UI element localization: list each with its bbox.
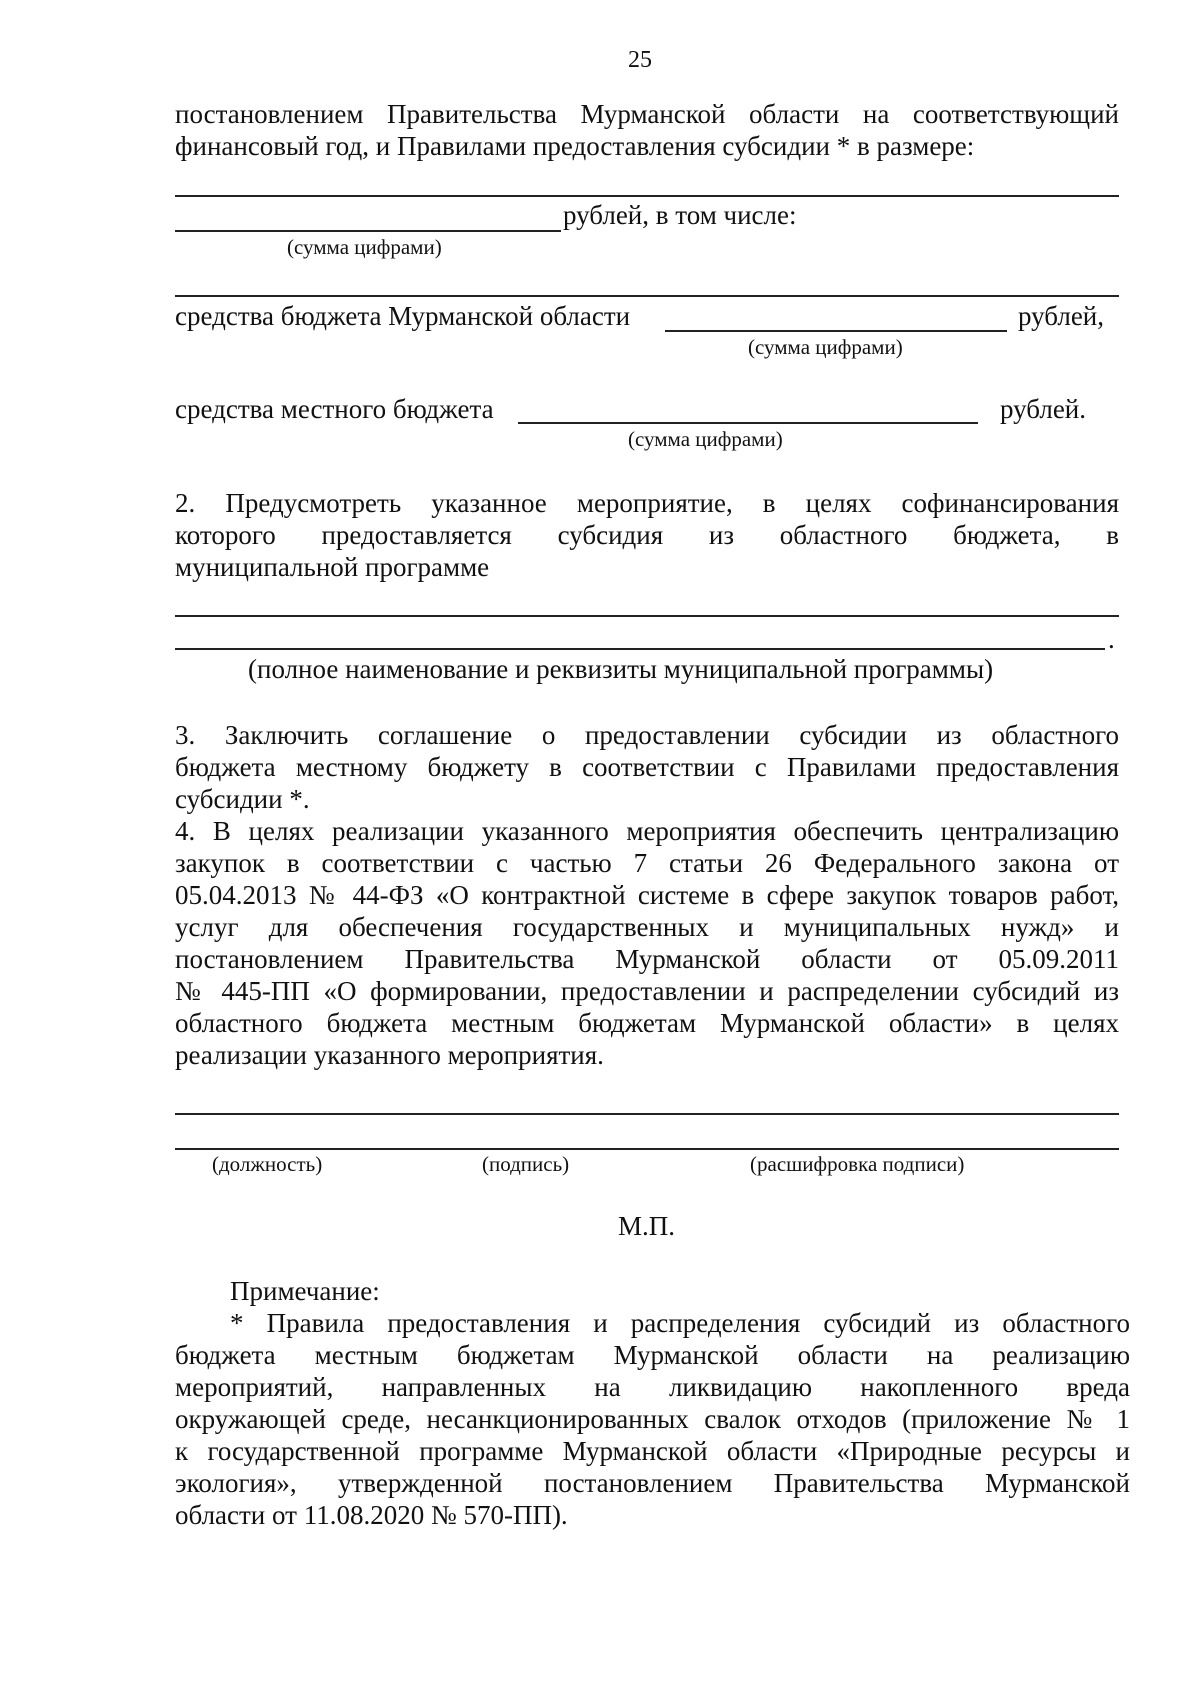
note-line-1: * Правила предоставления и распределения субсидий из областного <box>230 1308 1130 1338</box>
signature-position-hint: (должность) <box>212 1152 323 1176</box>
amount-line-top[interactable] <box>175 195 1119 197</box>
page-number: 25 <box>628 47 652 73</box>
item2-line-2: которого предоставляется субсидия из областного бюджета, в <box>175 520 1119 550</box>
program-hint: (полное наименование и реквизиты муниципальной программы) <box>248 654 994 684</box>
local-budget-field-line[interactable] <box>518 422 978 424</box>
note-line-5: к государственной программе Мурманской области «Природные ресурсы и <box>175 1436 1130 1466</box>
stamp-mark: М.П. <box>618 1211 676 1241</box>
note-line-4: окружающей среде, несанкционированных свалок отходов (приложение № 1 <box>175 1404 1130 1434</box>
item4-line-5: постановлением Правительства Мурманской области от 05.09.2011 <box>175 944 1119 974</box>
note-line-6: экология», утвержденной постановлением Правительства Мурманской <box>175 1468 1130 1498</box>
item4-line-2: закупок в соответствии с частью 7 статьи 26 Федерального закона от <box>175 848 1119 878</box>
item4-line-1: 4. В целях реализации указанного мероприятия обеспечить централизацию <box>175 816 1119 846</box>
signature-line-2[interactable] <box>175 1148 1119 1150</box>
program-name-line-1[interactable] <box>175 615 1119 617</box>
note-line-7: области от 11.08.2020 № 570-ПП). <box>175 1500 568 1530</box>
item4-line-4: услуг для обеспечения государственных и муниципальных нужд» и <box>175 912 1119 942</box>
regional-line-top[interactable] <box>175 295 1119 297</box>
item4-line-6: № 445-ПП «О формировании, предоставлении и распределении субсидий из <box>175 976 1119 1006</box>
regional-budget-hint: (сумма цифрами) <box>748 335 903 359</box>
signature-sign-hint: (подпись) <box>482 1152 570 1176</box>
note-title: Примечание: <box>230 1276 380 1306</box>
signature-line-1[interactable] <box>175 1113 1119 1115</box>
item4-line-7: областного бюджета местным бюджетам Мурманской области» в целях <box>175 1008 1119 1038</box>
intro-line-2: финансовый год, и Правилами предоставления субсидии * в размере: <box>175 131 975 161</box>
intro-line-1: постановлением Правительства Мурманской области на соответствующий <box>175 99 1119 129</box>
local-budget-hint: (сумма цифрами) <box>628 427 783 451</box>
note-paragraph <box>175 1339 1130 1531</box>
note-line-3: мероприятий, направленных на ликвидацию накопленного вреда <box>175 1372 1130 1402</box>
note-line-2: бюджета местным бюджетам Мурманской области на реализацию <box>175 1340 1130 1370</box>
amount-field-line[interactable] <box>175 230 561 232</box>
item3-line-1: 3. Заключить соглашение о предоставлении субсидии из областного <box>175 720 1119 750</box>
amount-rubles-text: рублей, в том числе: <box>563 200 797 230</box>
item4-line-3: 05.04.2013 № 44-ФЗ «О контрактной системе в сфере закупок товаров работ, <box>175 880 1119 910</box>
regional-budget-unit: рублей, <box>1018 301 1105 331</box>
signature-decoding-hint: (расшифровка подписи) <box>750 1152 965 1176</box>
item3-line-3: субсидии *. <box>175 784 310 814</box>
item4-paragraph <box>175 815 1119 1071</box>
program-name-line-2[interactable] <box>175 648 1105 650</box>
item4-line-8: реализации указанного мероприятия. <box>175 1040 604 1070</box>
local-budget-unit: рублей. <box>1000 394 1087 424</box>
item2-line-3: муниципальной программе <box>175 552 490 582</box>
item3-line-2: бюджета местному бюджету в соответствии с Правилами предоставления <box>175 752 1119 782</box>
regional-budget-label: средства бюджета Мурманской области <box>175 301 631 331</box>
local-budget-label: средства местного бюджета <box>175 394 494 424</box>
program-end-dot: . <box>1108 624 1115 654</box>
amount-sum-hint: (сумма цифрами) <box>287 235 442 259</box>
regional-budget-field-line[interactable] <box>665 330 1007 332</box>
item2-line-1: 2. Предусмотреть указанное мероприятие, в целях софинансирования <box>175 488 1119 518</box>
